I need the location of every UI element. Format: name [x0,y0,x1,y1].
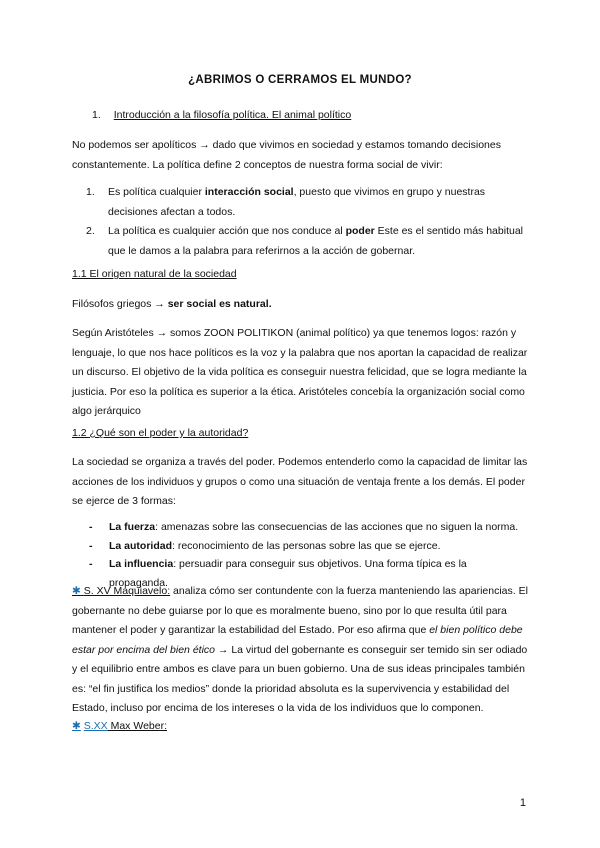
section-1-heading [72,106,528,126]
concept-text-1-post: , puesto que vivimos en grupo y nuestras decisiones afectan a todos. [108,186,486,218]
greeks-text: Filósofos griegos → [72,298,168,310]
concept-number-2: 2. [86,225,95,237]
concept-bold-1: interacción social [204,186,294,198]
star-icon: ✱ [72,720,81,732]
section-1-title: Introducción a la filosofía política. El animal político [113,109,352,121]
subsection-1-1-heading: 1.1 El origen natural de la sociedad [72,268,237,280]
machiavelli-text-2: → La virtud del gobernante es conseguir ser temido sin ser odiado y el equilibrio entre ambos es clave para un buen gobierno. Una de sus ideas principales también es: “el fin justifica los medios” donde la prioridad absoluta es la supervivencia y estabilidad del Estado, incluso por encima de los intereses o la vida de los individuos que lo componen. [72,643,528,714]
subsection-1-2-heading: 1.2 ¿Qué son el poder y la autoridad? [72,427,249,439]
concept-bold-2: poder [345,225,375,237]
bullet-dash: - [89,558,93,570]
form-item-fuerza [72,518,528,537]
forms-list [72,518,528,592]
weber-heading [72,717,528,737]
machiavelli-paragraph [72,582,528,719]
greeks-line [72,295,528,315]
concept-number-1: 1. [86,186,95,198]
concept-item-1 [72,183,528,222]
bullet-dash: - [89,521,93,533]
power-paragraph: La sociedad se organiza a través del poder. Podemos entenderlo como la capacidad de limitar las acciones de los individuos y grupos o como una situación de ventaja frente a los demás. El poder se ejerce de 3 formas: [72,456,528,507]
machiavelli-text-1: analiza cómo ser contundente con la fuerza manteniendo las apariencias. El gobernante no debe guiarse por lo que es moralmente bueno, sino por lo que resulta útil para mantener el poder y garantizar la estabilidad del Estado. Por eso afirma que [72,585,528,636]
weber-name: Max Weber: [107,720,167,732]
form-bold-autoridad: La autoridad [109,539,173,552]
form-bold-fuerza: La fuerza [109,521,156,533]
concept-item-2 [72,222,528,261]
concept-text-2-pre: La política es cualquier acción que nos conduce al [108,225,346,237]
concept-text-1-pre: Es política cualquier [108,186,205,198]
concepts-list [72,183,528,261]
weber-century: S.XX [83,720,108,732]
form-text-influencia: : persuadir para conseguir sus objetivos. Una forma típica es la propaganda. [109,558,467,589]
concept-text-2-post: Este es el sentido más habitual que le damos a la palabra para referirnos a la acción de gobernar. [108,225,524,257]
greeks-bold: ser social es natural. [167,298,272,310]
page-number: 1 [519,797,526,809]
form-bold-influencia: La influencia [109,558,174,570]
star-icon: ✱ [72,585,81,597]
bullet-dash: - [89,539,93,552]
form-text-autoridad: : reconocimiento de las personas sobre las que se ejerce. [172,539,441,552]
machiavelli-label: ✱ S. XV Maquiavelo: [72,585,171,597]
form-text-fuerza: : amenazas sobre las consecuencias de las acciones que no siguen la norma. [155,521,519,533]
aristotle-paragraph: Según Aristóteles → somos ZOON POLITIKON (animal político) ya que tenemos logos: razón y lenguaje, lo que nos hace políticos es la voz y la palabra que nos aportan la capacidad de realizar un discurso. El objetivo de la vida política es conseguir nuestra felicidad, que se logra mediante la justicia. Por eso la política es superior a la ética. Aristóteles concebía la organización social como algo jerárquico [72,327,528,417]
section-1-number: 1. [92,109,101,121]
document-title: ¿ABRIMOS O CERRAMOS EL MUNDO? [188,74,412,86]
intro-paragraph: No podemos ser apolíticos → dado que vivimos en sociedad y estamos tomando decisiones constantemente. La política define 2 conceptos de nuestra forma social de vivir: [72,139,501,171]
form-item-autoridad [72,537,528,556]
machiavelli-quote: el bien político debe estar por encima del bien ético [72,624,523,656]
